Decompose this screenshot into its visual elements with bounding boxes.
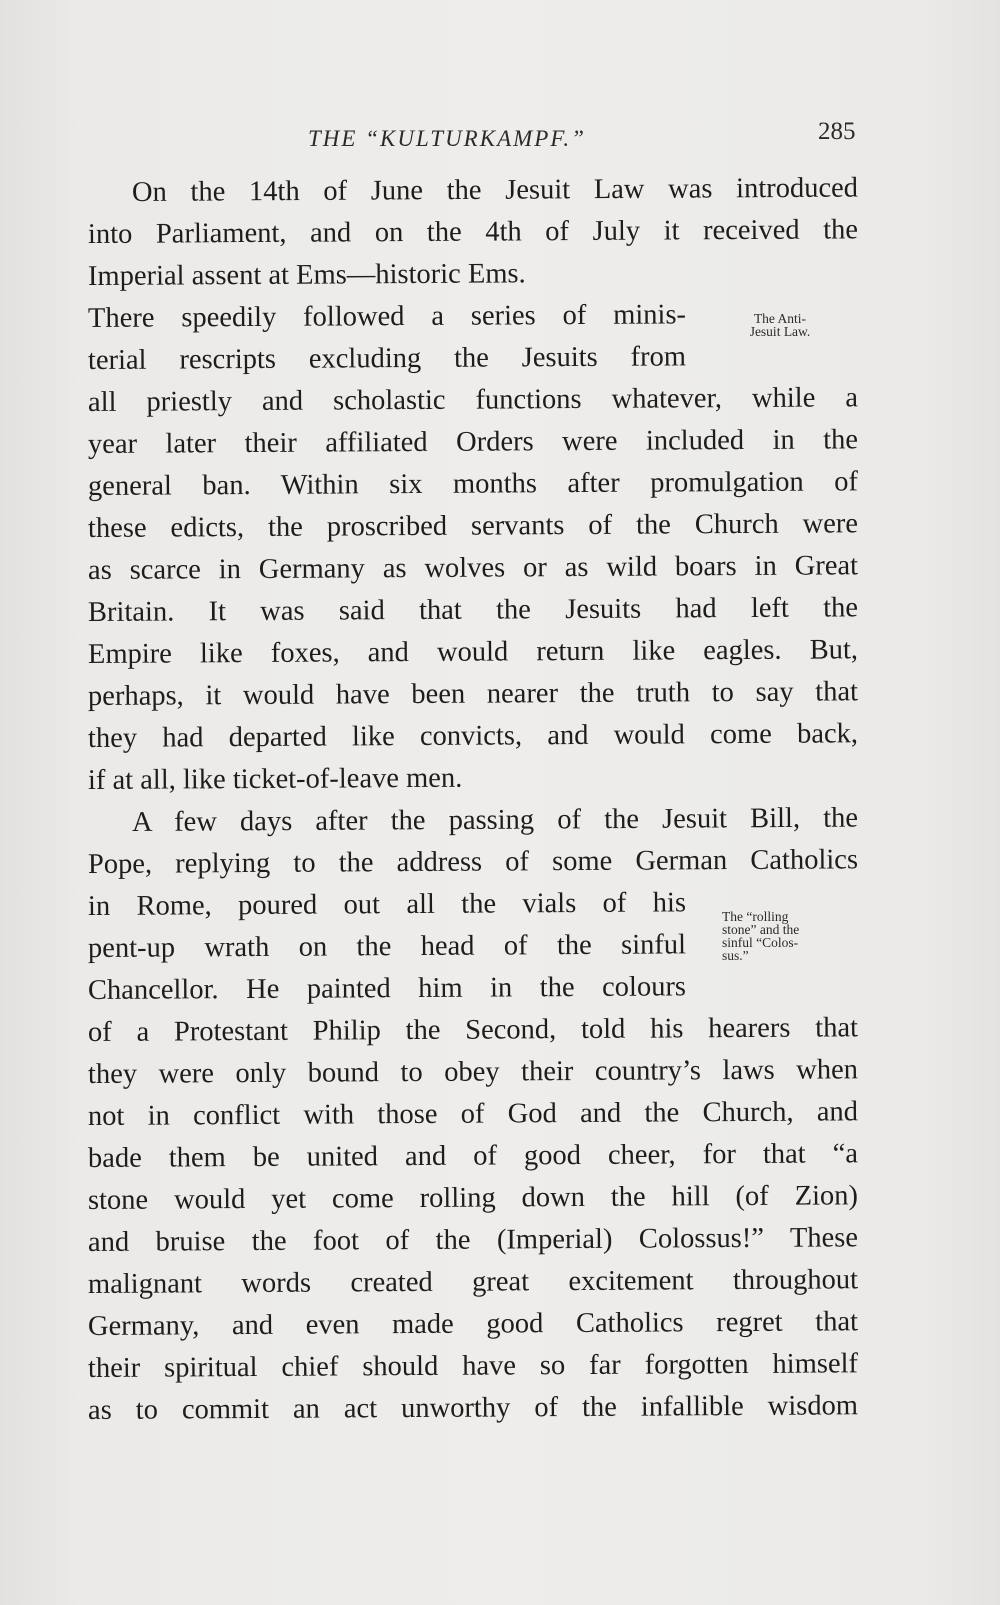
text-line: of a Protestant Philip the Second, told his hearers that [87,1012,859,1048]
text-line: they were only bound to obey their country’s laws when [87,1054,859,1090]
text-line: in Rome, poured out all the vials of his [87,887,687,922]
text-line: A few days after the passing of the Jesuit Bill, the [131,802,859,838]
marginal-note-anti-jesuit-law [722,312,838,338]
text-line: Pope, replying to the address of some German Catholics [87,844,859,880]
page-number: 285 [818,118,856,145]
text-line: not in conflict with those of God and the Church, and [87,1096,859,1132]
text-line: Chancellor. He painted him in the colours [87,971,687,1006]
marginal-note-rolling-stone [722,910,860,962]
text-line: stone would yet come rolling down the hill (of Zion) [87,1180,859,1216]
text-line: There speedily followed a series of minis- [87,299,687,334]
marginal-note-line: sus.” [722,948,749,963]
text-line: into Parliament, and on the 4th of July it received the [87,214,859,250]
marginal-note-line: Jesuit Law. [749,324,811,339]
text-line: if at all, like ticket-of-leave men. [87,762,463,796]
text-line: Imperial assent at Ems—historic Ems. [87,258,526,292]
text-line: terial rescripts excluding the Jesuits from [87,341,687,376]
text-line: Empire like foxes, and would return like eagles. But, [87,634,859,670]
text-line: as scarce in Germany as wolves or as wild boars in Great [87,550,859,586]
marginal-note-line: sinful “Colos- [722,935,799,950]
text-line: Germany, and even made good Catholics regret that [87,1306,859,1342]
text-line: Britain. It was said that the Jesuits had left the [87,592,859,628]
text-line: these edicts, the proscribed servants of the Church were [87,508,859,544]
text-line: bade them be united and of good cheer, for that “a [87,1138,859,1174]
text-line: all priestly and scholastic functions whatever, while a [87,382,859,418]
text-line: On the 14th of June the Jesuit Law was introduced [131,172,859,208]
text-line: malignant words created great excitement throughout [87,1264,859,1300]
text-line: general ban. Within six months after promulgation of [87,466,859,502]
text-line: perhaps, it would have been nearer the truth to say that [87,676,859,712]
marginal-note-line: The Anti- [753,311,807,326]
text-line: year later their affiliated Orders were included in the [87,424,859,460]
text-line: as to commit an act unworthy of the infallible wisdom [87,1390,859,1426]
text-line: they had departed like convicts, and would come back, [87,718,859,754]
text-line: their spiritual chief should have so far forgotten himself [87,1348,859,1384]
text-line: pent-up wrath on the head of the sinful [87,929,687,964]
text-line: and bruise the foot of the (Imperial) Colossus!” These [87,1222,859,1258]
marginal-note-line: stone” and the [722,922,800,937]
running-title: THE “KULTURKAMPF.” [308,126,586,151]
marginal-note-line: The “rolling [722,909,789,924]
